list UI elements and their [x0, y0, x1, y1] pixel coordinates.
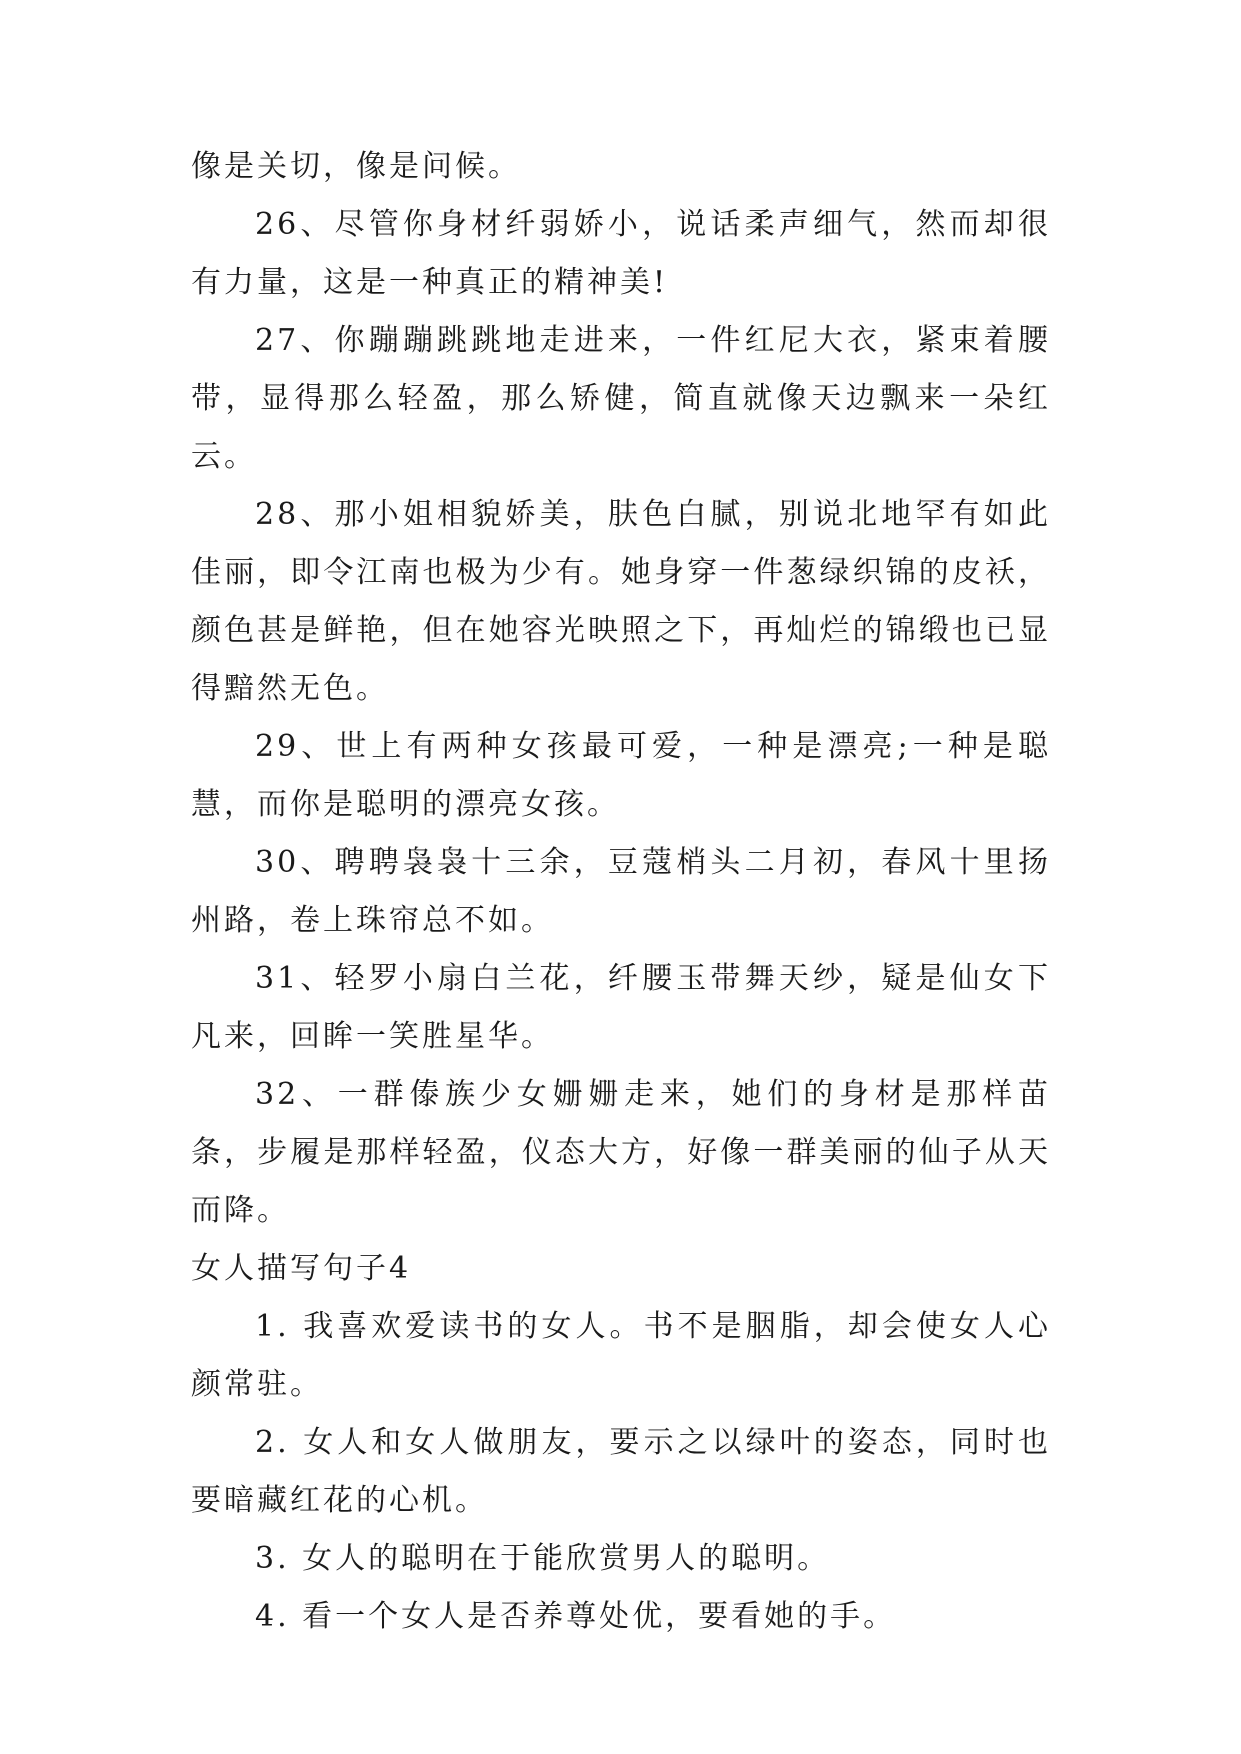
- paragraph-item-32: 32、一群傣族少女姗姗走来，她们的身材是那样苗条，步履是那样轻盈，仪态大方，好像一群美丽的仙子从天而降。: [191, 1077, 1051, 1228]
- list-item-3: 3. 女人的聪明在于能欣赏男人的聪明。: [255, 1541, 831, 1576]
- document-page: [191, 138, 1051, 1646]
- paragraph-item-28: 28、那小姐相貌娇美，肤色白腻，别说北地罕有如此佳丽，即令江南也极为少有。她身穿一件葱绿织锦的皮袄，颜色甚是鲜艳，但在她容光映照之下，再灿烂的锦缎也已显得黯然无色。: [191, 497, 1051, 706]
- list-item-4: 4. 看一个女人是否养尊处优，要看她的手。: [255, 1599, 897, 1634]
- paragraph-item-30: 30、聘聘袅袅十三余，豆蔻梢头二月初，春风十里扬州路，卷上珠帘总不如。: [191, 845, 1051, 938]
- list-item-2: 2. 女人和女人做朋友，要示之以绿叶的姿态，同时也要暗藏红花的心机。: [191, 1425, 1051, 1518]
- section-heading: 女人描写句子4: [191, 1251, 412, 1286]
- list-item-1: 1. 我喜欢爱读书的女人。书不是胭脂，却会使女人心颜常驻。: [191, 1309, 1051, 1402]
- paragraph-item-29: 29、世上有两种女孩最可爱，一种是漂亮;一种是聪慧，而你是聪明的漂亮女孩。: [191, 729, 1051, 822]
- paragraph-item-26: 26、尽管你身材纤弱娇小，说话柔声细气，然而却很有力量，这是一种真正的精神美!: [191, 207, 1051, 300]
- paragraph-continuation: 像是关切，像是问候。: [191, 149, 521, 184]
- paragraph-item-27: 27、你蹦蹦跳跳地走进来，一件红尼大衣，紧束着腰带，显得那么轻盈，那么矫健，简直就像天边飘来一朵红云。: [191, 323, 1051, 474]
- paragraph-item-31: 31、轻罗小扇白兰花，纤腰玉带舞天纱，疑是仙女下凡来，回眸一笑胜星华。: [191, 961, 1051, 1054]
